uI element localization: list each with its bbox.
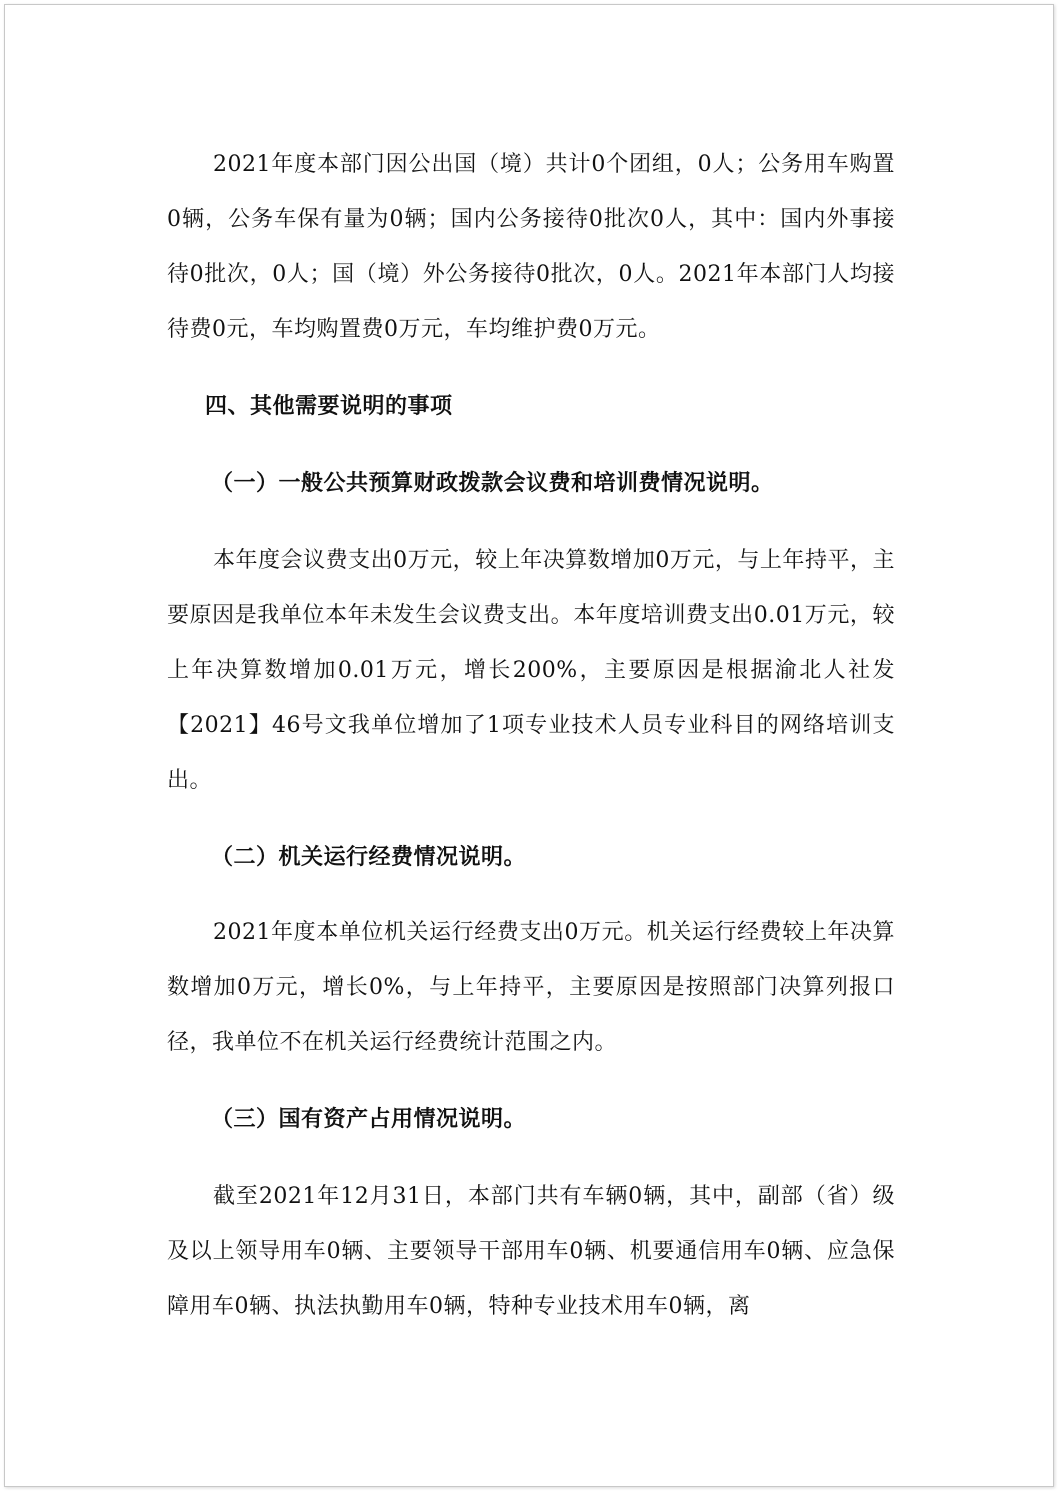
spacer	[167, 357, 895, 379]
document-page	[4, 4, 1054, 1487]
paragraph-official-travel-reception: 2021年度本部门因公出国（境）共计0个团组，0人；公务用车购置0辆，公务车保有量为0辆；国内公务接待0批次0人，其中：国内外事接待0批次，0人；国（境）外公务接待0批次，0人。2021年本部门人均接待费0元，车均购置费0万元，车均维护费0万元。	[167, 152, 895, 342]
paragraph-meeting-training-fees: 本年度会议费支出0万元，较上年决算数增加0万元，与上年持平，主要原因是我单位本年未发生会议费支出。本年度培训费支出0.01万元，较上年决算数增加0.01万元，增长200%，主要原因是根据渝北人社发【2021】46号文我单位增加了1项专业技术人员专业科目的网络培训支出。	[167, 548, 895, 793]
spacer	[167, 511, 895, 533]
paragraph-state-assets: 截至2021年12月31日，本部门共有车辆0辆，其中，副部（省）级及以上领导用车0辆、主要领导干部用车0辆、机要通信用车0辆、应急保障用车0辆、执法执勤用车0辆，特种专业技术用车0辆，离	[167, 1184, 895, 1319]
subsection-heading-operating-expenses: （二）机关运行经费情况说明。	[211, 845, 527, 870]
section-heading-other-matters: 四、其他需要说明的事项	[205, 394, 453, 419]
subsection-heading-meeting-training: （一）一般公共预算财政拨款会议费和培训费情况说明。	[211, 471, 774, 496]
spacer	[167, 885, 895, 905]
subsection-heading-state-assets: （三）国有资产占用情况说明。	[211, 1107, 527, 1132]
spacer	[167, 434, 895, 456]
spacer	[167, 1070, 895, 1092]
spacer	[167, 808, 895, 830]
paragraph-operating-expenses: 2021年度本单位机关运行经费支出0万元。机关运行经费较上年决算数增加0万元，增长0%，与上年持平，主要原因是按照部门决算列报口径，我单位不在机关运行经费统计范围之内。	[167, 920, 895, 1055]
spacer	[167, 1147, 895, 1169]
document-body	[167, 137, 895, 1334]
